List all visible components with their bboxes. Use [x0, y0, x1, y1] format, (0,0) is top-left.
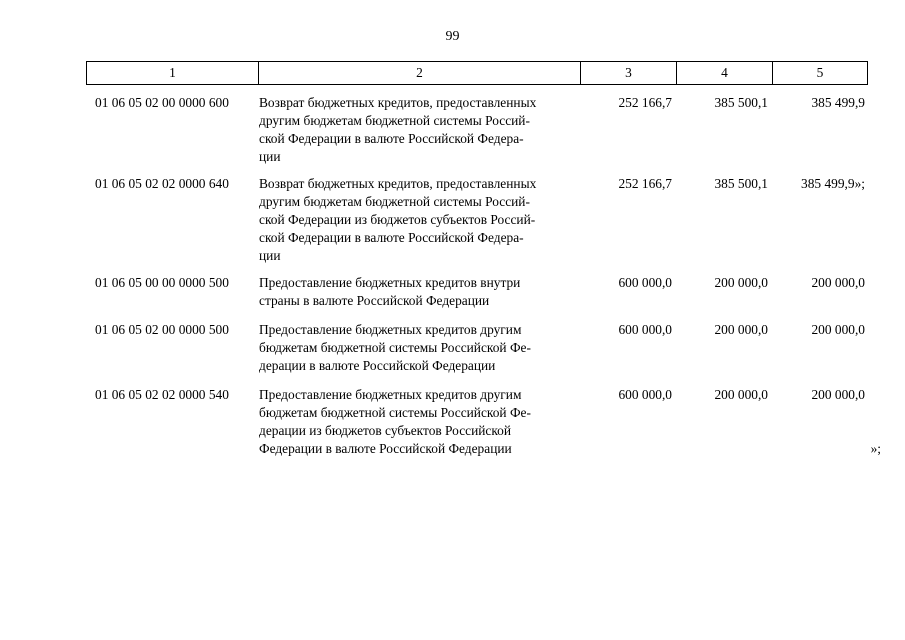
description-line: Предоставление бюджетных кредитов другим [259, 322, 522, 337]
description-line: дерации из бюджетов субъектов Российской [259, 423, 512, 438]
description-line: другим бюджетам бюджетной системы Россий- [259, 113, 530, 128]
value-col-5: 200 000,0 [811, 275, 865, 290]
description-line: ции [259, 149, 281, 164]
description-line: Предоставление бюджетных кредитов внутри [259, 275, 521, 290]
table-header [86, 61, 868, 85]
description [259, 175, 575, 265]
description [259, 386, 575, 458]
description-line: дерации в валюте Российской Федерации [259, 358, 496, 373]
description [259, 321, 575, 375]
description-line: ции [259, 248, 281, 263]
budget-code: 01 06 05 02 02 0000 540 [95, 387, 229, 402]
description-line: Федерации в валюте Российской Федерации [259, 441, 512, 456]
value-col-3: 600 000,0 [618, 387, 672, 402]
description-line: Возврат бюджетных кредитов, предоставленных [259, 95, 537, 110]
header-col-1: 1 [87, 62, 259, 84]
description-line: бюджетам бюджетной системы Российской Фе- [259, 405, 531, 420]
closing-quote-mark: »; [870, 441, 881, 456]
budget-code: 01 06 05 00 00 0000 500 [95, 275, 229, 290]
description-line: ской Федерации в валюте Российской Федера- [259, 230, 524, 245]
header-col-3: 3 [581, 62, 677, 84]
description-line: другим бюджетам бюджетной системы Россий- [259, 194, 530, 209]
value-col-4: 385 500,1 [714, 176, 768, 191]
description-line: страны в валюте Российской Федерации [259, 293, 490, 308]
value-col-3: 252 166,7 [618, 95, 672, 110]
page-number: 99 [445, 29, 460, 44]
budget-code: 01 06 05 02 00 0000 600 [95, 95, 229, 110]
description-line: Предоставление бюджетных кредитов другим [259, 387, 522, 402]
value-col-5: 385 499,9 [811, 95, 865, 110]
value-col-4: 385 500,1 [714, 95, 768, 110]
header-col-5: 5 [816, 65, 824, 80]
description-line: ской Федерации из бюджетов субъектов Россий- [259, 212, 536, 227]
header-col-2: 2 [259, 62, 581, 84]
header-col-4: 4 [677, 62, 773, 84]
budget-code: 01 06 05 02 02 0000 640 [95, 176, 229, 191]
description-line: Возврат бюджетных кредитов, предоставленных [259, 176, 537, 191]
value-col-5: 385 499,9»; [801, 176, 865, 191]
description [259, 94, 575, 166]
value-col-5: 200 000,0 [811, 322, 865, 337]
value-col-5: 200 000,0 [811, 387, 865, 402]
value-col-3: 600 000,0 [618, 275, 672, 290]
value-col-4: 200 000,0 [714, 322, 768, 337]
description-line: ской Федерации в валюте Российской Федера- [259, 131, 524, 146]
value-col-4: 200 000,0 [714, 275, 768, 290]
description-line: бюджетам бюджетной системы Российской Фе- [259, 340, 531, 355]
value-col-3: 252 166,7 [618, 176, 672, 191]
value-col-3: 600 000,0 [618, 322, 672, 337]
budget-code: 01 06 05 02 00 0000 500 [95, 322, 229, 337]
value-col-4: 200 000,0 [714, 387, 768, 402]
description [259, 274, 575, 310]
